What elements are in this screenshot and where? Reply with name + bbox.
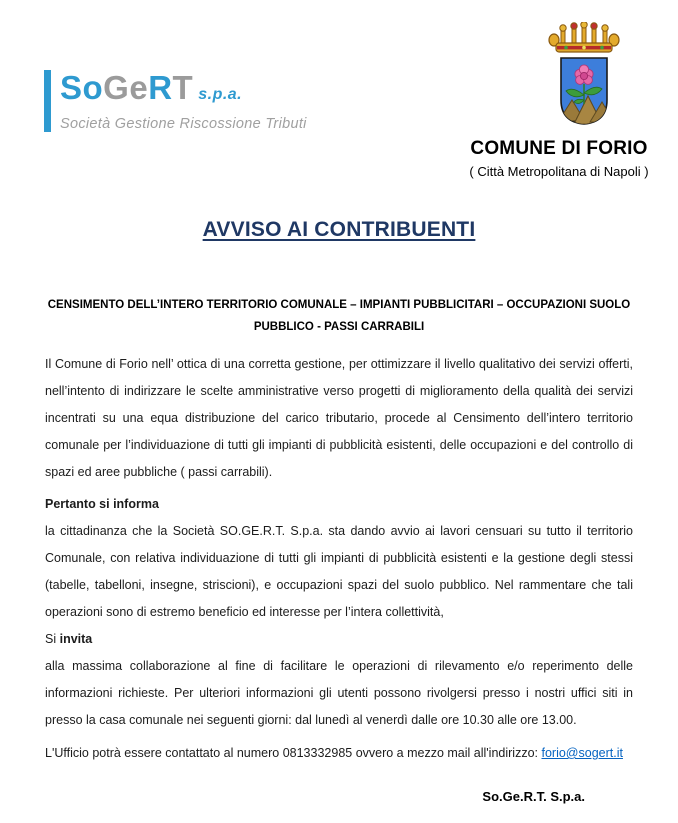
invita-bold: invita [59, 632, 93, 646]
municipality-heading [440, 138, 678, 179]
subject-line-2: PUBBLICO - PASSI CARRABILI [253, 321, 425, 333]
logo-text-block [60, 70, 307, 132]
paragraph-collaboration: alla massima collaborazione al fine di facilitare le operazioni di rilevamento e/o reperimento delle informazioni richieste. Per ulteriori informazioni gli utenti possono rivolgersi presso i nostri uffici siti in presso la casa comunale nei seguenti giorni: dal lunedì al venerdì dalle ore 10.30 alle ore 13.00. [45, 659, 633, 727]
logo-letters-gray: T [172, 69, 194, 106]
forio-coat-of-arms-icon [540, 22, 628, 130]
shield-icon [558, 58, 614, 124]
logo-letters-blue: R [148, 69, 173, 106]
paragraph-si-invita [45, 626, 633, 653]
logo-spa-suffix: s.p.a. [198, 86, 243, 103]
email-link[interactable]: forio@sogert.it [541, 746, 623, 760]
notice-subject [45, 294, 633, 338]
logo-letters-gray: Ge [103, 69, 149, 106]
paragraph-intro: Il Comune di Forio nell’ ottica di una corretta gestione, per ottimizzare il livello qualitativo dei servizi offerti, nell’intento di indirizzare le scelte amministrative verso progetti di miglioramento della qualità dei servizi incentrati su una equa distribuzione del carico tributario, procede al Censimento dell’intero territorio comunale per l’individuazione di tutti gli impianti di pubblicità esistenti, delle occupazioni e del controllo di spazi ed aree pubbliche ( passi carrabili). [45, 357, 633, 479]
paragraph-informa: Pertanto si informa [45, 497, 159, 511]
crown-icon [549, 22, 619, 52]
paragraph-contact [45, 740, 633, 767]
logo-wordmark [60, 70, 307, 113]
subject-line-1: CENSIMENTO DELL’INTERO TERRITORIO COMUNALE – IMPIANTI PUBBLICITARI – OCCUPAZIONI SUOLO [47, 299, 631, 311]
logo-tagline: Società Gestione Riscossione Tributi [60, 116, 307, 132]
si-prefix: Si [45, 632, 60, 646]
paragraph-census: la cittadinanza che la Società SO.GE.R.T. S.p.a. sta dando avvio ai lavori censuari su tutto il territorio Comunale, con relativa individuazione di tutti gli impianti di pubblicità esistenti e la gestione degli stessi (tabelle, tabelloni, insegne, striscioni), e occupazioni spazi del suolo pubblico. Nel rammentare che tali operazioni sono di estremo beneficio ed interesse per l’intera collettività, [45, 524, 633, 619]
notice-title: AVVISO AI CONTRIBUENTI [202, 218, 476, 241]
document-content [0, 218, 678, 804]
logo-letters-blue: So [60, 69, 104, 106]
municipality-subtitle: ( Città Metropolitana di Napoli ) [469, 164, 649, 179]
contact-text: L'Ufficio potrà essere contattato al numero 0813332985 ovvero a mezzo mail all'indirizzo: [45, 746, 542, 760]
logo-accent-bar [44, 70, 51, 132]
sogert-logo [44, 70, 307, 132]
municipality-name: COMUNE DI FORIO [470, 138, 648, 159]
signature: So.Ge.R.T. S.p.a. [482, 789, 585, 804]
